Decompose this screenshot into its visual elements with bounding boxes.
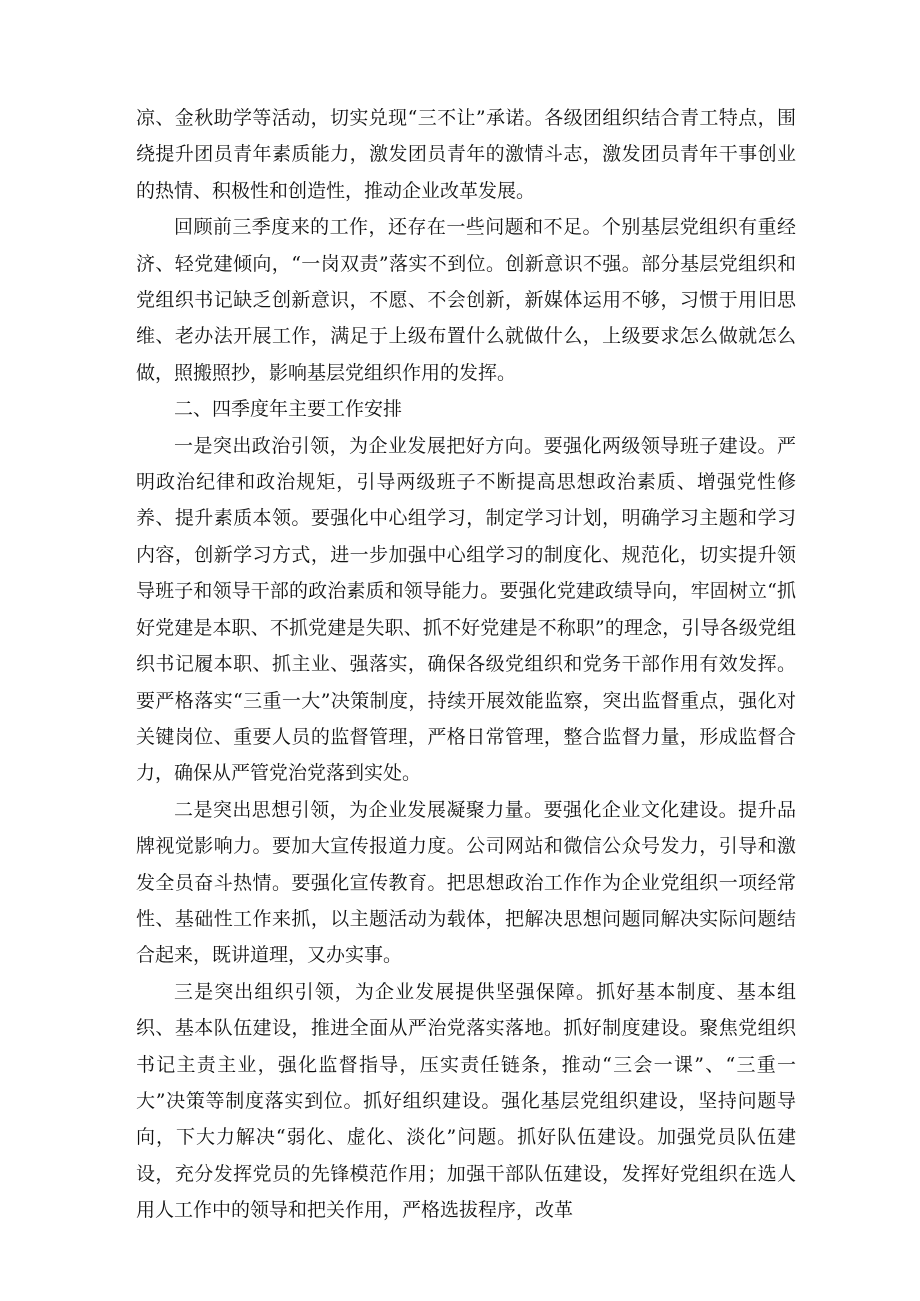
paragraph-review: 回顾前三季度来的工作，还存在一些问题和不足。个别基层党组织有重经济、轻党建倾向，“一岗双责”落实不到位。创新意识不强。部分基层党组织和党组织书记缺乏创新意识，不愿、不会创新，新媒体运用不够，习惯于用旧思维、老办法开展工作，满足于上级布置什么就做什么，上级要求怎么做就怎么做，照搬照抄，影响基层党组织作用的发挥。 [136,216,796,384]
paragraph-continuation: 凉、金秋助学等活动，切实兑现“三不让”承诺。各级团组织结合青工特点，围绕提升团员青年素质能力，激发团员青年的激情斗志，激发团员青年干事创业的热情、积极性和创造性，推动企业改革发展。 [136,107,796,202]
paragraph-organizational-guidance: 三是突出组织引领，为企业发展提供坚强保障。抓好基本制度、基本组织、基本队伍建设，推进全面从严治党落实落地。抓好制度建设。聚焦党组织书记主责主业，强化监督指导，压实责任链条，推动“三会一课”、“三重一大”决策等制度落实到位。抓好组织建设。强化基层党组织建设，坚持问题导向，下大力解决“弱化、虚化、淡化”问题。抓好队伍建设。加强党员队伍建设，充分发挥党员的先锋模范作用；加强干部队伍建设，发挥好党组织在选人用人工作中的领导和把关作用，严格选拔程序，改革 [136,980,796,1222]
paragraph-political-guidance: 一是突出政治引领，为企业发展把好方向。要强化两级领导班子建设。严明政治纪律和政治规矩，引导两级班子不断提高思想政治素质、增强党性修养、提升素质本领。要强化中心组学习，制定学习计划，明确学习主题和学习内容，创新学习方式，进一步加强中心组学习的制度化、规范化，切实提升领导班子和领导干部的政治素质和领导能力。要强化党建政绩导向，牢固树立“抓好党建是本职、不抓党建是失职、抓不好党建是不称职”的理念，引导各级党组织书记履本职、抓主业、强落实，确保各级党组织和党务干部作用有效发挥。要严格落实“三重一大”决策制度，持续开展效能监察，突出监督重点，强化对关键岗位、重要人员的监督管理，严格日常管理，整合监督力量，形成监督合力，确保从严管党治党落到实处。 [136,434,796,785]
paragraph-ideological-guidance: 二是突出思想引领，为企业发展凝聚力量。要强化企业文化建设。提升品牌视觉影响力。要加大宣传报道力度。公司网站和微信公众号发力，引导和激发全员奋斗热情。要强化宣传教育。把思想政治工作作为企业党组织一项经常性、基础性工作来抓，以主题活动为载体，把解决思想问题同解决实际问题结合起来，既讲道理，又办实事。 [136,798,796,967]
section-heading: 二、四季度年主要工作安排 [174,398,403,421]
document-page [136,100,796,1229]
